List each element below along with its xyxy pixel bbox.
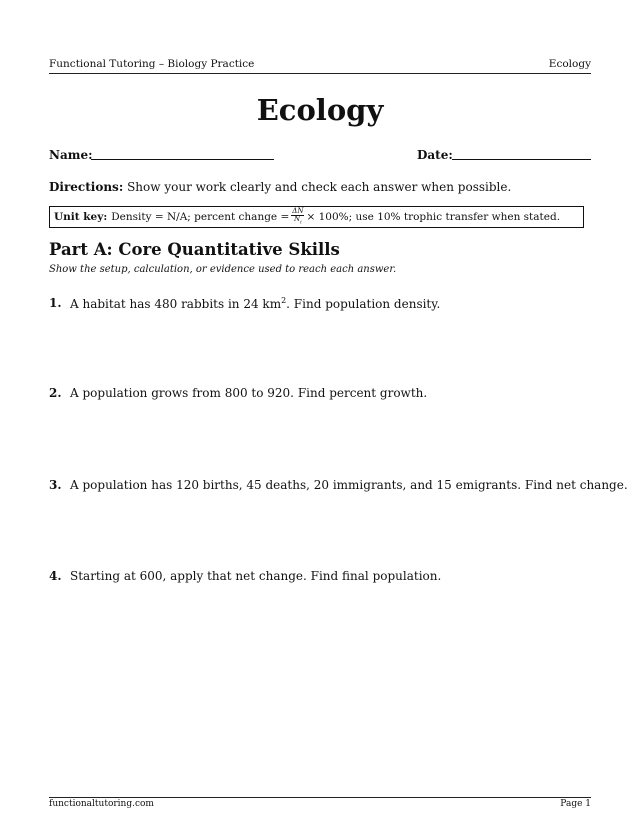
directions (49, 180, 511, 194)
directions-label: Directions: (49, 180, 124, 194)
question-3 (49, 478, 628, 492)
part-a-subtitle: Show the setup, calculation, or evidence used to reach each answer. (49, 264, 397, 275)
unit-key-label: Unit key: (54, 211, 108, 223)
question-4 (49, 569, 441, 583)
question-text: A habitat has 480 rabbits in 24 $km^2$. Find population density. (70, 296, 441, 311)
header-topic: Ecology (548, 58, 591, 70)
name-label: Name: (49, 148, 93, 162)
question-1 (49, 296, 440, 311)
page-title: Ecology (256, 93, 384, 127)
part-a-title: Part A: Core Quantitative Skills (49, 240, 340, 259)
footer-page-number: Page 1 (560, 799, 591, 809)
question-text: Starting at 600, apply that net change. Find final population. (70, 569, 442, 583)
question-2 (49, 386, 427, 400)
header-course-title: Functional Tutoring – Biology Practice (49, 58, 255, 70)
fraction-numerator: ΔN (292, 206, 304, 215)
unit-key-text-1: Density = N/A; percent change = (111, 211, 290, 223)
percent-change-fraction (291, 208, 304, 226)
date-field-line[interactable] (452, 159, 591, 160)
question-text: A population has 120 births, 45 deaths, 20 immigrants, and 15 emigrants. Find net change. (70, 478, 628, 492)
header-divider (49, 73, 591, 74)
question-number: 3. (49, 478, 62, 492)
unit-key-text-2: × 100%; use 10% trophic transfer when stated. (306, 211, 561, 223)
unit-key-box (49, 206, 584, 228)
question-number: 4. (49, 569, 62, 583)
question-number: 2. (49, 386, 62, 400)
footer-divider (49, 797, 591, 798)
footer-website: functionaltutoring.com (49, 799, 154, 809)
date-label: Date: (417, 148, 453, 162)
name-field-line[interactable] (91, 159, 274, 160)
question-text: A population grows from 800 to 920. Find percent growth. (70, 386, 428, 400)
directions-text: Show your work clearly and check each answer when possible. (127, 180, 512, 194)
question-number: 1. (49, 296, 62, 310)
fraction-denominator: $N_i$ (294, 214, 302, 226)
